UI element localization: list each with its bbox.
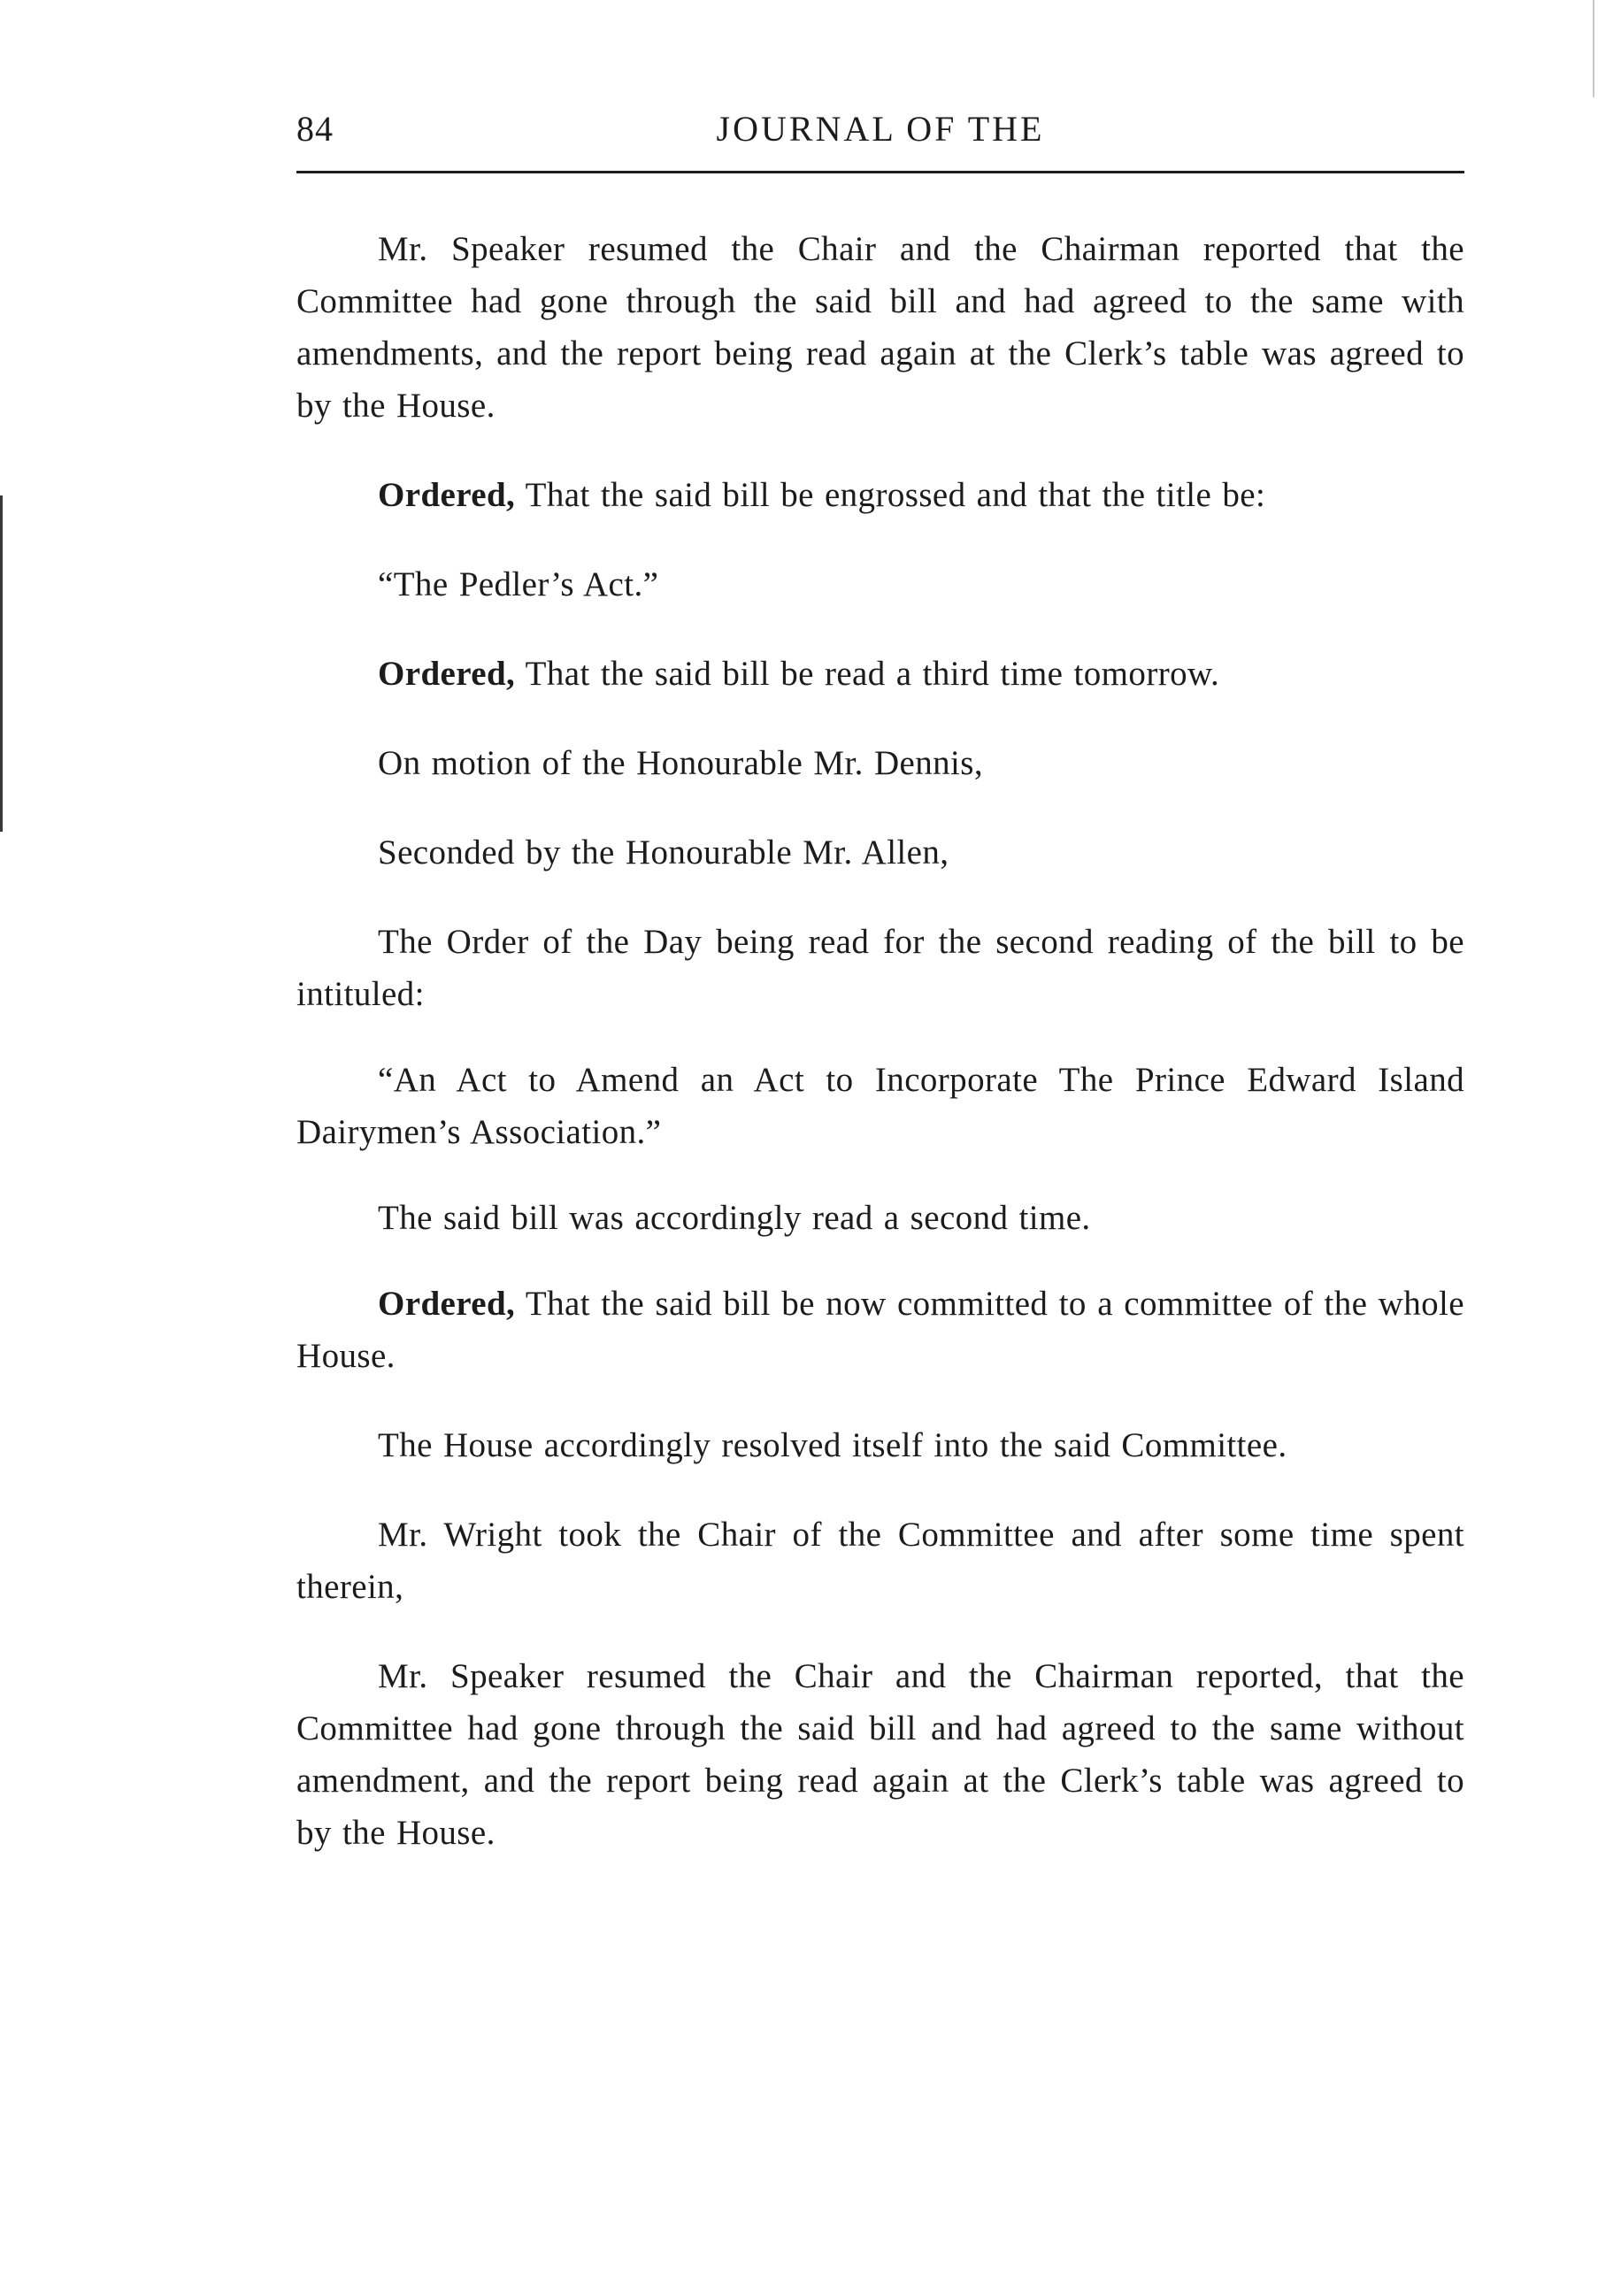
paragraph (296, 558, 1464, 610)
scan-edge-mark-right (1593, 0, 1594, 97)
paragraph-text: That the said bill be engrossed and that the title be: (515, 476, 1266, 514)
paragraph (296, 1419, 1464, 1471)
page-header (296, 108, 1464, 170)
paragraph-text: Mr. Speaker resumed the Chair and the Chairman reported, that the Committee had gone through the said bill and had agreed to the same without amendment, and the report being read again at the Clerk’s table was agreed to by the House. (296, 1657, 1464, 1852)
header-rule (296, 171, 1464, 173)
paragraph (296, 648, 1464, 700)
paragraph-text: That the said bill be now committed to a committee of the whole House. (296, 1285, 1464, 1375)
paragraph (296, 737, 1464, 789)
paragraph-text: On motion of the Honourable Mr. Dennis, (378, 744, 984, 782)
paragraph (296, 223, 1464, 432)
paragraph (296, 1054, 1464, 1158)
paragraph-text: Mr. Wright took the Chair of the Committee and after some time spent therein, (296, 1516, 1464, 1606)
paragraph (296, 469, 1464, 521)
paragraph-text: Seconded by the Honourable Mr. Allen, (378, 833, 949, 872)
paragraph-lead: Ordered, (378, 476, 516, 514)
paragraph (296, 1509, 1464, 1613)
paragraph-text: The said bill was accordingly read a second time. (378, 1199, 1091, 1237)
journal-body (296, 223, 1464, 1859)
paragraph (296, 1192, 1464, 1244)
page-number: 84 (296, 109, 334, 149)
paragraph-lead: Ordered, (378, 655, 516, 693)
paragraph-text: “The Pedler’s Act.” (378, 565, 659, 603)
paragraph (296, 1650, 1464, 1859)
paragraph (296, 826, 1464, 879)
paragraph (296, 916, 1464, 1020)
paragraph-text: That the said bill be read a third time tomorrow. (515, 655, 1220, 693)
paragraph-text: “An Act to Amend an Act to Incorporate The Prince Edward Island Dairymen’s Association.” (296, 1061, 1464, 1151)
running-head: JOURNAL OF THE (716, 109, 1045, 149)
paragraph-lead: Ordered, (378, 1285, 516, 1323)
paragraph-text: Mr. Speaker resumed the Chair and the Chairman reported that the Committee had gone through the said bill and had agreed to the same with amendments, and the report being read again at the Clerk’s table was agreed to by the House. (296, 230, 1464, 425)
paragraph (296, 1278, 1464, 1382)
paragraph-text: The House accordingly resolved itself into the said Committee. (378, 1426, 1287, 1464)
scan-edge-mark (0, 495, 3, 832)
paragraph-text: The Order of the Day being read for the second reading of the bill to be intituled: (296, 923, 1464, 1013)
